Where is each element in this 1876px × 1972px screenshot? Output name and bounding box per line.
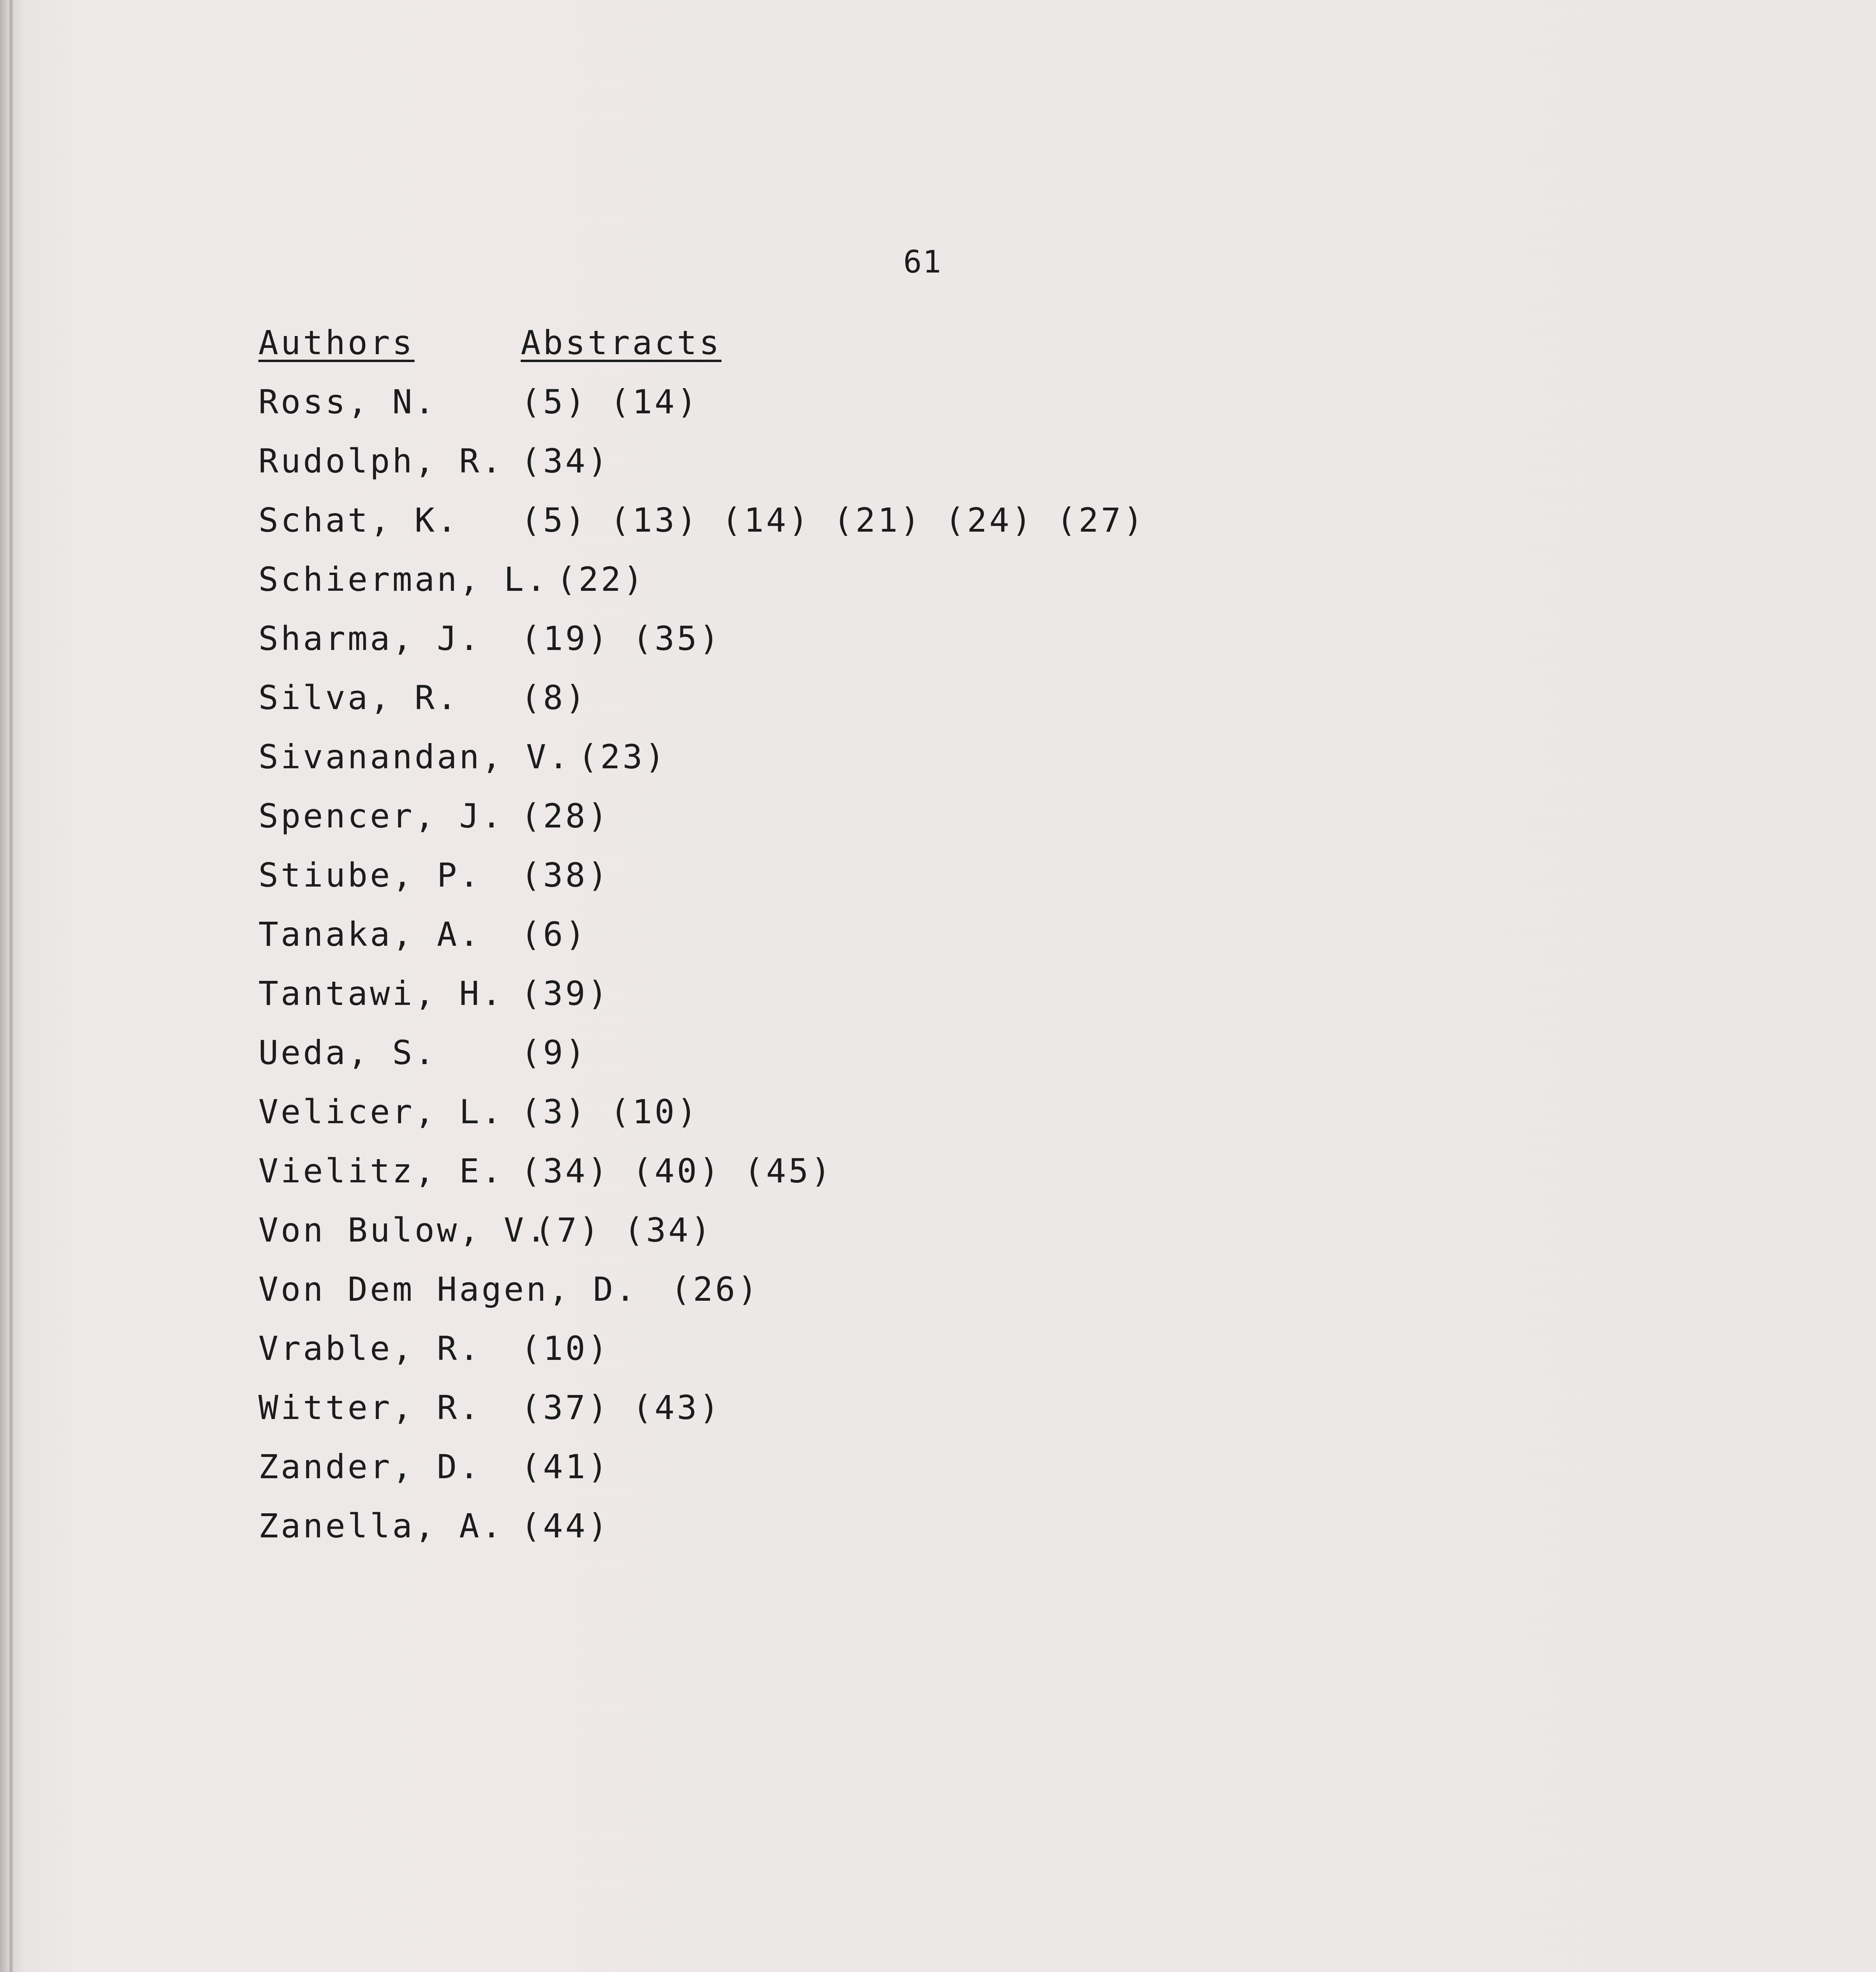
author-name: Velicer, L.	[258, 1092, 504, 1131]
author-name: Rudolph, R.	[258, 442, 504, 480]
abstract-refs: (37) (43)	[521, 1388, 722, 1427]
author-name: Schat, K.	[258, 501, 460, 540]
author-name: Ueda, S.	[258, 1033, 437, 1072]
binding-edge	[9, 0, 13, 1972]
abstract-refs: (8)	[521, 678, 588, 717]
author-name: Zanella, A.	[258, 1507, 504, 1545]
abstract-refs: (28)	[521, 797, 610, 835]
abstract-refs: (5) (14)	[521, 383, 699, 421]
authors-column-header: Authors	[258, 323, 415, 362]
index-entry	[258, 1329, 610, 1376]
index-entry	[258, 1388, 722, 1436]
page-number: 61	[903, 245, 942, 280]
index-entry	[258, 442, 610, 489]
index-entry	[258, 1152, 833, 1199]
index-entry	[258, 1092, 699, 1140]
author-name: Sharma, J.	[258, 619, 482, 658]
abstract-refs: (34) (40) (45)	[521, 1152, 833, 1190]
author-name: Witter, R.	[258, 1388, 482, 1427]
author-name: Sivanandan, V.	[258, 738, 571, 776]
abstract-refs: (6)	[521, 915, 588, 954]
index-entry	[258, 974, 610, 1021]
abstract-refs: (9)	[521, 1033, 588, 1072]
index-entry	[258, 797, 610, 844]
author-name: Schierman, L.	[258, 560, 549, 599]
abstract-refs: (5) (13) (14) (21) (24) (27)	[521, 501, 1146, 540]
index-entry	[258, 1033, 588, 1081]
abstract-refs: (34)	[521, 442, 610, 480]
author-name: Spencer, J.	[258, 797, 504, 835]
index-entry	[258, 1211, 713, 1258]
index-entry	[258, 856, 610, 903]
abstract-refs: (7) (34)	[534, 1211, 713, 1249]
abstracts-column-header: Abstracts	[521, 323, 722, 362]
author-name: Vielitz, E.	[258, 1152, 504, 1190]
abstract-refs: (44)	[521, 1507, 610, 1545]
index-entry	[258, 619, 722, 667]
index-header-row	[258, 323, 722, 371]
author-name: Von Bulow, V.	[258, 1211, 549, 1249]
abstract-refs: (19) (35)	[521, 619, 722, 658]
abstract-refs: (26)	[671, 1270, 760, 1309]
index-entry	[258, 678, 588, 726]
index-entry	[258, 1507, 610, 1554]
author-name: Stiube, P.	[258, 856, 482, 894]
abstract-refs: (38)	[521, 856, 610, 894]
abstract-refs: (10)	[521, 1329, 610, 1368]
author-name: Tantawi, H.	[258, 974, 504, 1013]
abstract-refs: (39)	[521, 974, 610, 1013]
index-entry	[258, 1270, 760, 1317]
index-entry	[258, 501, 1146, 548]
index-entry	[258, 915, 588, 962]
author-name: Ross, N.	[258, 383, 437, 421]
index-entry	[258, 738, 667, 785]
index-entry	[258, 560, 646, 607]
index-entry	[258, 383, 699, 430]
author-name: Zander, D.	[258, 1447, 482, 1486]
author-name: Von Dem Hagen, D.	[258, 1270, 638, 1309]
abstract-refs: (23)	[578, 738, 667, 776]
abstract-refs: (3) (10)	[521, 1092, 699, 1131]
index-entry	[258, 1447, 610, 1495]
author-name: Silva, R.	[258, 678, 460, 717]
abstract-refs: (41)	[521, 1447, 610, 1486]
abstract-refs: (22)	[556, 560, 646, 599]
author-name: Tanaka, A.	[258, 915, 482, 954]
author-name: Vrable, R.	[258, 1329, 482, 1368]
